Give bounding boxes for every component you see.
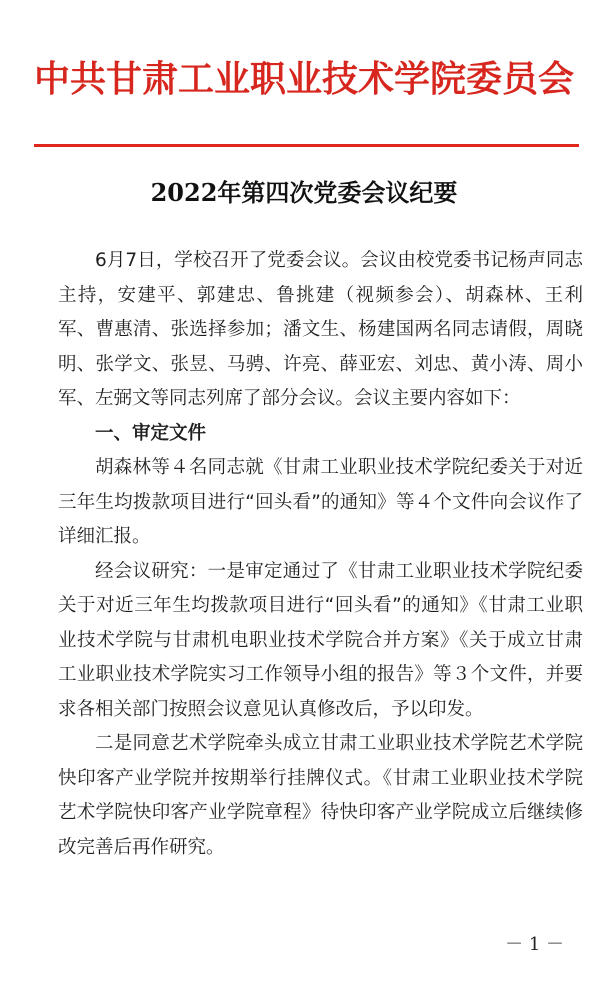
document-body bbox=[58, 244, 583, 865]
red-divider-line bbox=[34, 144, 579, 147]
body-paragraph: 经会议研究：一是审定通过了《甘肃工业职业技术学院纪委关于对近三年生均拨款项目进行“回头看”的通知》《甘肃工业职业技术学院与甘肃机电职业技术学院合并方案》《关于成立甘肃工业职业技术学院实习工作领导小组的报告》等３个文件，并要求各相关部门按照会议意见认真修改后，予以印发。 bbox=[58, 560, 583, 720]
body-paragraph: 胡森林等４名同志就《甘肃工业职业技术学院纪委关于对近三年生均拨款项目进行“回头看”的通知》等４个文件向会议作了详细汇报。 bbox=[58, 457, 583, 547]
body-paragraph: 二是同意艺术学院牵头成立甘肃工业职业技术学院艺术学院快印客产业学院并按期举行挂牌仪式。《甘肃工业职业技术学院艺术学院快印客产业学院章程》待快印客产业学院成立后继续修改完善后再作研究。 bbox=[58, 733, 583, 858]
masthead-title: 中共甘肃工业职业技术学院委员会 bbox=[33, 59, 574, 100]
page-number: － 1 － bbox=[505, 934, 564, 955]
section-heading: 一、审定文件 bbox=[95, 422, 207, 444]
intro-paragraph: 6月7日，学校召开了党委会议。会议由校党委书记杨声同志主持，安建平、郭建忠、鲁挑建（视频参会）、胡森林、王利军、曹惠清、张选择参加；潘文生、杨建国两名同志请假，周晓明、张学文、张昱、马骋、许亮、薛亚宏、刘忠、黄小涛、周小军、左弼文等同志列席了部分会议。会议主要内容如下： bbox=[58, 250, 583, 409]
document-title: 2022年第四次党委会议纪要 bbox=[150, 178, 458, 207]
